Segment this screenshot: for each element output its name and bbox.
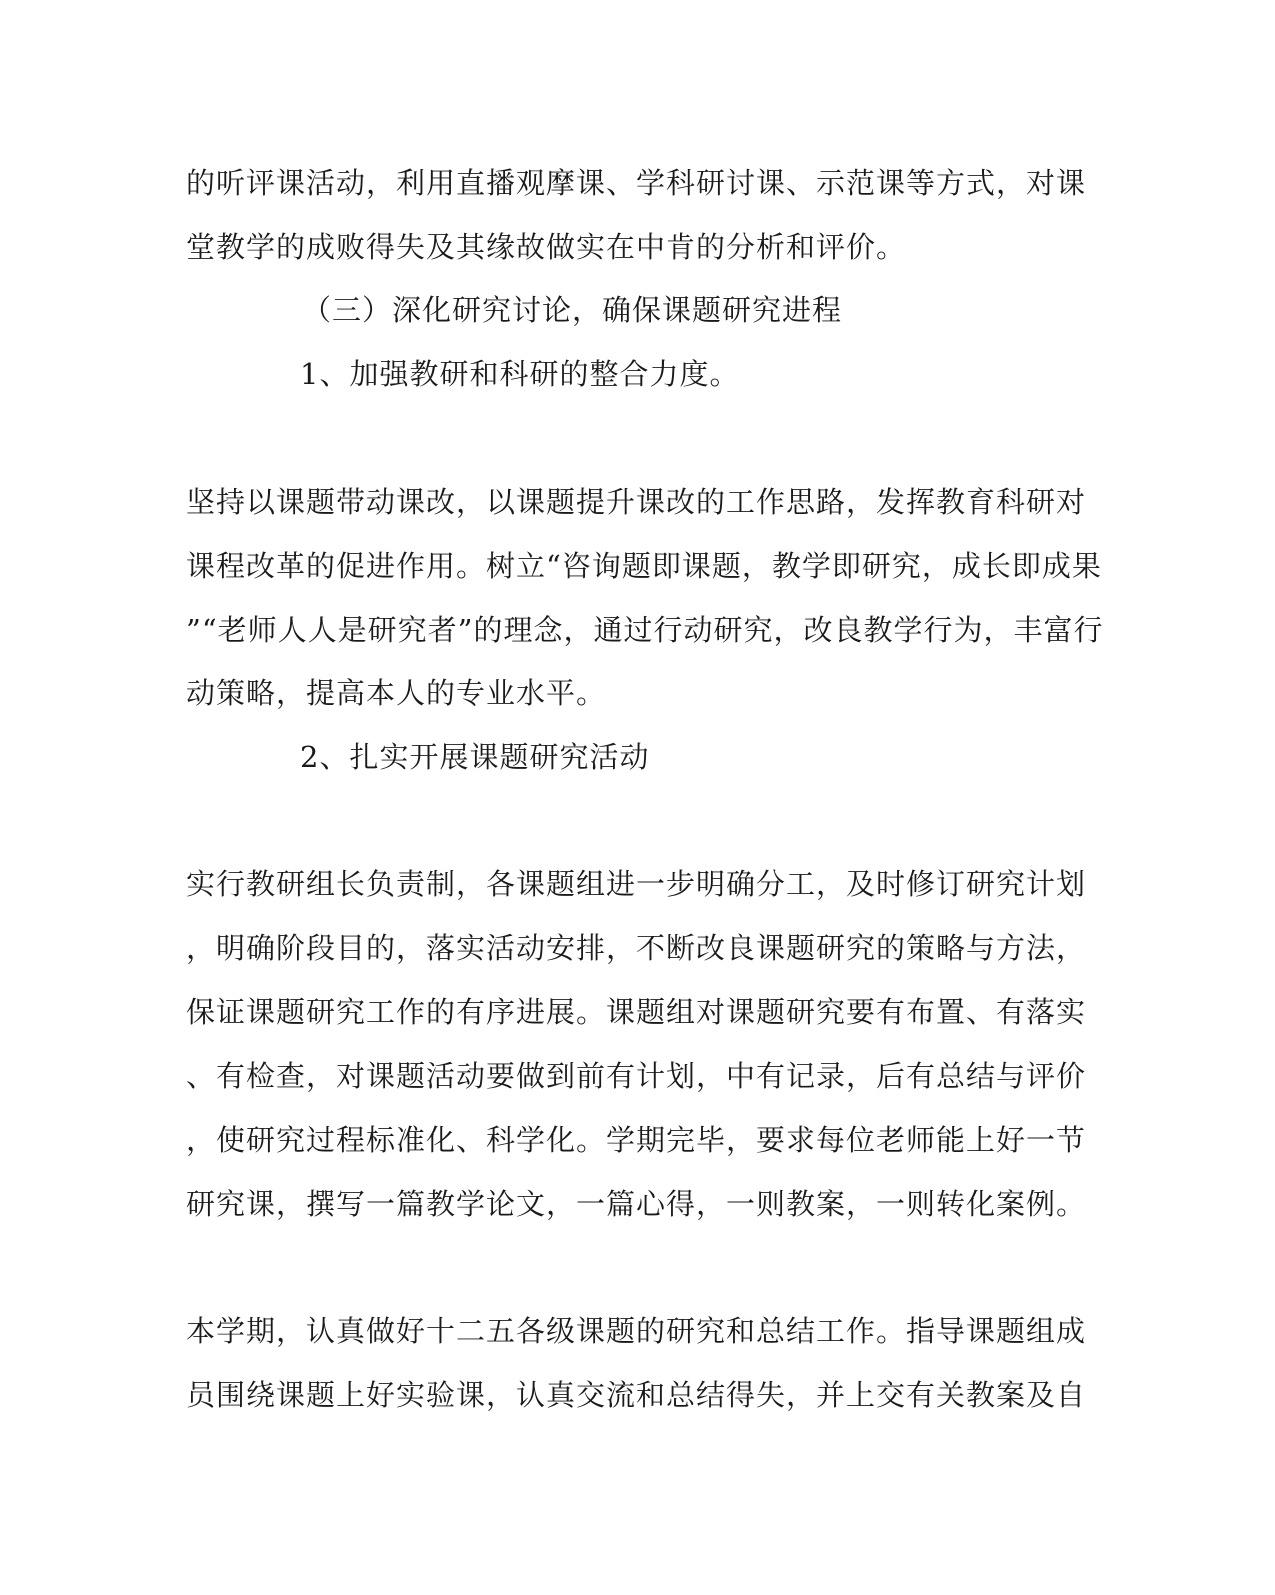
paragraph-3-line-3: 保证课题研究工作的有序进展。课题组对课题研究要有布置、有落实 — [186, 995, 1087, 1029]
paragraph-2-line-4: 动策略，提高本人的专业水平。 — [186, 676, 607, 710]
paragraph-4-line-2: 员围绕课题上好实验课，认真交流和总结得失，并上交有关教案及自 — [186, 1378, 1087, 1412]
paragraph-2-line-1: 坚持以课题带动课改，以课题提升课改的工作思路，发挥教育科研对 — [186, 485, 1087, 519]
paragraph-3-line-4: 、有检查，对课题活动要做到前有计划，中有记录，后有总结与评价 — [186, 1059, 1087, 1093]
paragraph-3-line-1: 实行教研组长负责制，各课题组进一步明确分工，及时修订研究计划 — [186, 867, 1087, 901]
paragraph-1-line-1: 的听评课活动，利用直播观摩课、学科研讨课、示范课等方式，对课 — [186, 166, 1087, 200]
paragraph-3-line-6: 研究课，撰写一篇教学论文，一篇心得，一则教案，一则转化案例。 — [186, 1187, 1087, 1221]
paragraph-3-line-2: ，明确阶段目的，落实活动安排，不断改良课题研究的策略与方法， — [186, 931, 1087, 965]
paragraph-3-line-5: ，使研究过程标准化、科学化。学期完毕，要求每位老师能上好一节 — [186, 1123, 1087, 1157]
section-heading-3: （三）深化研究讨论，确保课题研究进程 — [302, 293, 843, 327]
paragraph-2-line-2: 课程改革的促进作用。树立“咨询题即课题，教学即研究，成长即成果 — [186, 549, 1102, 583]
paragraph-1-line-2: 堂教学的成败得失及其缘故做实在中肯的分析和评价。 — [186, 230, 907, 264]
list-item-1: 1、加强教研和科研的整合力度。 — [300, 357, 740, 391]
paragraph-4-line-1: 本学期，认真做好十二五各级课题的研究和总结工作。指导课题组成 — [186, 1314, 1087, 1348]
paragraph-2-line-3: ”“老师人人是研究者”的理念，通过行动研究，改良教学行为，丰富行 — [186, 613, 1104, 647]
list-item-2: 2、扎实开展课题研究活动 — [300, 740, 650, 774]
